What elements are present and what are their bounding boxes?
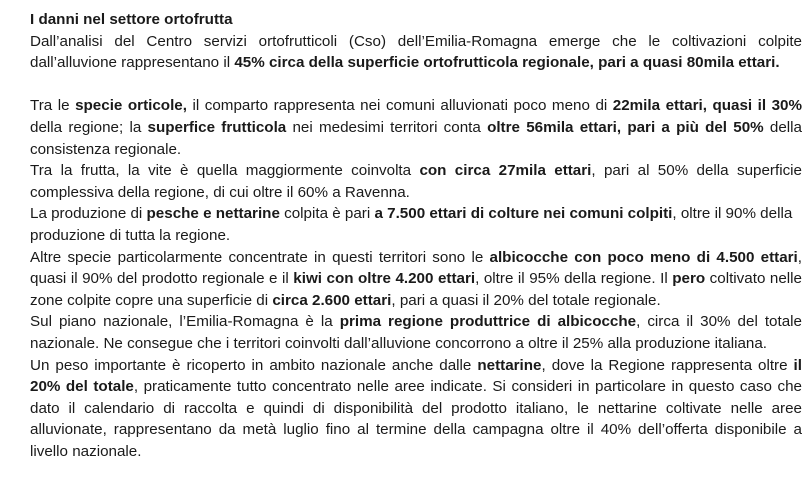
text-run: , pari al 50% della superficie complessiva della regione, di cui oltre il 60% a Ravenna. bbox=[30, 162, 802, 201]
text-run: La produzione di bbox=[30, 205, 147, 223]
paragraph-nazionale bbox=[30, 311, 802, 354]
text-run: coltivato nelle zone colpite copre una superficie di bbox=[30, 270, 802, 309]
text-run: Tra le bbox=[30, 97, 76, 115]
bold-text: albicocche con poco meno di 4.500 ettari bbox=[489, 248, 798, 266]
text-run: Altre specie particolarmente concentrate in questi territori sono le bbox=[30, 248, 490, 266]
paragraph-orticole bbox=[30, 95, 802, 160]
bold-text: 22mila ettari, quasi il 30% bbox=[612, 97, 802, 115]
document-title: I danni nel settore ortofrutta bbox=[30, 11, 233, 28]
text-run: , circa il 30% del totale nazionale. Ne consegue che i territori coinvolti dall’alluvione concorrono a oltre il 25% alla produzione italiana. bbox=[30, 313, 802, 352]
paragraph-albicocche bbox=[30, 247, 802, 312]
bold-text: kiwi con oltre 4.200 ettari bbox=[293, 270, 476, 288]
paragraph-nettarine bbox=[30, 355, 802, 463]
text-run: della regione; la bbox=[30, 118, 148, 136]
bold-text: il 20% del totale bbox=[30, 356, 802, 396]
bold-text: superfice frutticola bbox=[147, 118, 287, 136]
text-run: , quasi il 90% del prodotto regionale e il bbox=[30, 248, 803, 288]
bold-text: prima regione produttrice di albicocche bbox=[339, 313, 637, 331]
text-run: , oltre il 95% della regione. Il bbox=[475, 270, 673, 288]
text-run: colpita è pari bbox=[279, 205, 375, 223]
text-run: nei medesimi territori conta bbox=[286, 118, 488, 136]
text-run: Sul piano nazionale, l’Emilia-Romagna è la bbox=[30, 313, 340, 331]
text-run: il comparto rappresenta nei comuni alluvionati poco meno di bbox=[186, 97, 613, 115]
text-run: Dall’analisi del Centro servizi ortofrutticoli (Cso) dell’Emilia-Romagna emerge che le coltivazioni colpite dall’alluvione rappresentano il bbox=[30, 32, 802, 72]
bold-text: specie orticole, bbox=[75, 97, 187, 115]
text-run: , praticamente tutto concentrato nelle aree indicate. Si consideri in particolare in questo caso che dato il calendario di raccolta e quindi di disponibilità del prodotto italiano, le nettarine coltivate nelle aree alluvionate, rappresentano da metà luglio fino al termine della campagna oltre il 40% dell’offerta disponibile a livello nazionale. bbox=[30, 378, 802, 460]
text-run: , oltre il 90% della produzione di tutta la regione. bbox=[30, 205, 793, 244]
paragraph-pesche bbox=[30, 203, 802, 246]
bold-text: con circa 27mila ettari bbox=[419, 162, 592, 180]
text-run: , pari a quasi il 20% del totale regionale. bbox=[391, 291, 661, 309]
bold-text: a 7.500 ettari di colture nei comuni colpiti bbox=[374, 205, 673, 223]
text-run: della consistenza regionale. bbox=[30, 118, 802, 158]
bold-text: nettarine bbox=[477, 356, 542, 374]
bold-text: pero bbox=[672, 270, 706, 288]
bold-text: pesche e nettarine bbox=[146, 205, 280, 223]
bold-text: 45% circa della superficie ortofrutticola regionale, pari a quasi 80mila ettari. bbox=[234, 54, 780, 72]
text-run: , dove la Regione rappresenta oltre bbox=[541, 356, 794, 374]
paragraph-intro bbox=[30, 31, 802, 74]
document-body bbox=[30, 31, 802, 463]
bold-text: circa 2.600 ettari bbox=[272, 291, 392, 309]
bold-text: oltre 56mila ettari, pari a più del 50% bbox=[487, 118, 764, 136]
text-run: Tra la frutta, la vite è quella maggiormente coinvolta bbox=[30, 162, 420, 180]
text-run: Un peso importante è ricoperto in ambito nazionale anche dalle bbox=[30, 356, 478, 374]
paragraph-vite bbox=[30, 160, 802, 203]
